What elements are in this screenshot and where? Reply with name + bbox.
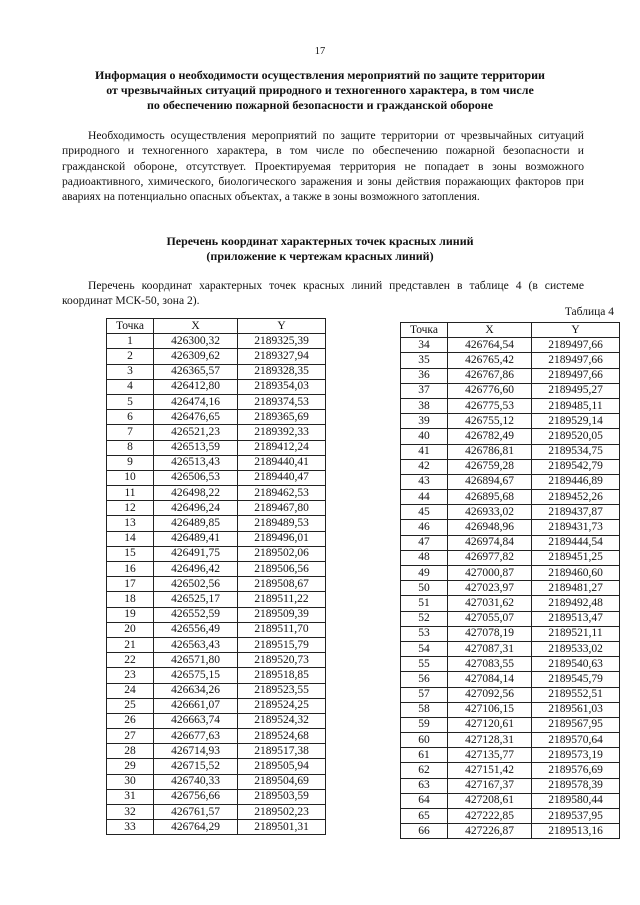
y-cell: 2189517,38	[238, 744, 326, 759]
heading-line-3: по обеспечению пожарной безопасности и гражданской обороне	[146, 98, 494, 112]
heading-line-2: от чрезвычайных ситуаций природного и техногенного характера, в том числе	[106, 83, 534, 97]
x-cell: 427128,31	[448, 733, 532, 748]
x-cell: 426491,75	[154, 546, 238, 561]
point-cell: 31	[107, 789, 154, 804]
coordinates-heading	[40, 234, 600, 264]
x-cell: 426764,29	[154, 820, 238, 835]
header-point: Точка	[107, 319, 154, 334]
point-cell: 60	[401, 733, 448, 748]
x-cell: 427151,42	[448, 763, 532, 778]
point-cell: 32	[107, 805, 154, 820]
x-cell: 426661,07	[154, 698, 238, 713]
point-cell: 15	[107, 546, 154, 561]
table-row	[107, 683, 326, 698]
y-cell: 2189520,73	[238, 653, 326, 668]
y-cell: 2189327,94	[238, 349, 326, 364]
table-row	[107, 349, 326, 364]
table-row	[107, 577, 326, 592]
table-row	[107, 713, 326, 728]
point-cell: 26	[107, 713, 154, 728]
y-cell: 2189573,19	[532, 748, 620, 763]
table-row	[107, 653, 326, 668]
table-row	[107, 379, 326, 394]
point-cell: 22	[107, 653, 154, 668]
section-heading	[40, 68, 600, 113]
y-cell: 2189505,94	[238, 759, 326, 774]
point-cell: 33	[107, 820, 154, 835]
point-cell: 17	[107, 577, 154, 592]
table-row	[107, 744, 326, 759]
coordinates-heading-line-2: (приложение к чертежам красных линий)	[206, 249, 434, 263]
x-cell: 427031,62	[448, 596, 532, 611]
point-cell: 23	[107, 668, 154, 683]
table-row	[107, 440, 326, 455]
table-row	[107, 698, 326, 713]
table-header-row	[401, 323, 620, 338]
table-row	[401, 626, 620, 641]
table-row	[107, 562, 326, 577]
point-cell: 45	[401, 505, 448, 520]
y-cell: 2189497,66	[532, 353, 620, 368]
x-cell: 426556,49	[154, 622, 238, 637]
table-row	[107, 820, 326, 835]
point-cell: 38	[401, 398, 448, 413]
x-cell: 426502,56	[154, 577, 238, 592]
x-cell: 426775,53	[448, 398, 532, 413]
y-cell: 2189513,16	[532, 824, 620, 839]
table-row	[401, 429, 620, 444]
point-cell: 5	[107, 394, 154, 409]
point-cell: 39	[401, 414, 448, 429]
y-cell: 2189545,79	[532, 672, 620, 687]
table-row	[401, 383, 620, 398]
x-cell: 426759,28	[448, 459, 532, 474]
x-cell: 426513,59	[154, 440, 238, 455]
x-cell: 426634,26	[154, 683, 238, 698]
point-cell: 6	[107, 410, 154, 425]
table-row	[107, 410, 326, 425]
y-cell: 2189513,47	[532, 611, 620, 626]
x-cell: 426498,22	[154, 486, 238, 501]
x-cell: 426948,96	[448, 520, 532, 535]
point-cell: 65	[401, 809, 448, 824]
table-row	[401, 444, 620, 459]
y-cell: 2189520,05	[532, 429, 620, 444]
x-cell: 426764,54	[448, 338, 532, 353]
y-cell: 2189495,27	[532, 383, 620, 398]
x-cell: 426786,81	[448, 444, 532, 459]
x-cell: 426489,85	[154, 516, 238, 531]
point-cell: 47	[401, 535, 448, 550]
y-cell: 2189412,24	[238, 440, 326, 455]
table-row	[401, 824, 620, 839]
y-cell: 2189451,25	[532, 550, 620, 565]
y-cell: 2189503,59	[238, 789, 326, 804]
point-cell: 2	[107, 349, 154, 364]
x-cell: 426756,66	[154, 789, 238, 804]
table-row	[107, 637, 326, 652]
y-cell: 2189515,79	[238, 637, 326, 652]
point-cell: 30	[107, 774, 154, 789]
x-cell: 427208,61	[448, 793, 532, 808]
x-cell: 426309,62	[154, 349, 238, 364]
point-cell: 35	[401, 353, 448, 368]
y-cell: 2189540,63	[532, 657, 620, 672]
x-cell: 426740,33	[154, 774, 238, 789]
y-cell: 2189502,23	[238, 805, 326, 820]
x-cell: 426715,52	[154, 759, 238, 774]
table-caption: Таблица 4	[564, 306, 614, 318]
y-cell: 2189467,80	[238, 501, 326, 516]
y-cell: 2189444,54	[532, 535, 620, 550]
x-cell: 427120,61	[448, 717, 532, 732]
y-cell: 2189325,39	[238, 334, 326, 349]
y-cell: 2189437,87	[532, 505, 620, 520]
coordinates-table-left	[106, 318, 326, 835]
point-cell: 24	[107, 683, 154, 698]
header-x: X	[448, 323, 532, 338]
x-cell: 427106,15	[448, 702, 532, 717]
table-row	[107, 501, 326, 516]
point-cell: 50	[401, 581, 448, 596]
point-cell: 34	[401, 338, 448, 353]
table-row	[107, 805, 326, 820]
table-row	[401, 338, 620, 353]
y-cell: 2189511,22	[238, 592, 326, 607]
header-y: Y	[238, 319, 326, 334]
table-row	[401, 490, 620, 505]
table-row	[401, 550, 620, 565]
table-row	[107, 334, 326, 349]
x-cell: 427135,77	[448, 748, 532, 763]
x-cell: 426300,32	[154, 334, 238, 349]
table-header-row	[107, 319, 326, 334]
x-cell: 426525,17	[154, 592, 238, 607]
point-cell: 37	[401, 383, 448, 398]
table-row	[107, 364, 326, 379]
y-cell: 2189523,55	[238, 683, 326, 698]
table-row	[401, 414, 620, 429]
y-cell: 2189521,11	[532, 626, 620, 641]
y-cell: 2189489,53	[238, 516, 326, 531]
y-cell: 2189460,60	[532, 566, 620, 581]
point-cell: 12	[107, 501, 154, 516]
coordinates-heading-line-1: Перечень координат характерных точек красных линий	[166, 234, 474, 248]
y-cell: 2189497,66	[532, 338, 620, 353]
table-row	[401, 353, 620, 368]
point-cell: 18	[107, 592, 154, 607]
table-row	[107, 729, 326, 744]
point-cell: 9	[107, 455, 154, 470]
point-cell: 59	[401, 717, 448, 732]
header-y: Y	[532, 323, 620, 338]
x-cell: 426489,41	[154, 531, 238, 546]
heading-line-1: Информация о необходимости осуществления мероприятий по защите территории	[95, 68, 545, 82]
point-cell: 54	[401, 641, 448, 656]
y-cell: 2189440,41	[238, 455, 326, 470]
point-cell: 10	[107, 470, 154, 485]
point-cell: 4	[107, 379, 154, 394]
y-cell: 2189452,26	[532, 490, 620, 505]
point-cell: 56	[401, 672, 448, 687]
table-row	[107, 486, 326, 501]
point-cell: 40	[401, 429, 448, 444]
y-cell: 2189462,53	[238, 486, 326, 501]
y-cell: 2189481,27	[532, 581, 620, 596]
y-cell: 2189496,01	[238, 531, 326, 546]
x-cell: 426933,02	[448, 505, 532, 520]
table-row	[401, 717, 620, 732]
point-cell: 16	[107, 562, 154, 577]
x-cell: 427087,31	[448, 641, 532, 656]
x-cell: 426663,74	[154, 713, 238, 728]
point-cell: 27	[107, 729, 154, 744]
y-cell: 2189508,67	[238, 577, 326, 592]
table-row	[107, 789, 326, 804]
x-cell: 427083,55	[448, 657, 532, 672]
table-row	[401, 474, 620, 489]
x-cell: 426521,23	[154, 425, 238, 440]
point-cell: 36	[401, 368, 448, 383]
point-cell: 7	[107, 425, 154, 440]
x-cell: 426894,67	[448, 474, 532, 489]
y-cell: 2189374,53	[238, 394, 326, 409]
x-cell: 426563,43	[154, 637, 238, 652]
y-cell: 2189524,68	[238, 729, 326, 744]
point-cell: 1	[107, 334, 154, 349]
point-cell: 57	[401, 687, 448, 702]
y-cell: 2189537,95	[532, 809, 620, 824]
y-cell: 2189524,32	[238, 713, 326, 728]
y-cell: 2189431,73	[532, 520, 620, 535]
x-cell: 426895,68	[448, 490, 532, 505]
point-cell: 43	[401, 474, 448, 489]
table-row	[401, 398, 620, 413]
table-row	[401, 809, 620, 824]
x-cell: 426474,16	[154, 394, 238, 409]
table-row	[107, 546, 326, 561]
paragraph-coordinates: Перечень координат характерных точек красных линий представлен в таблице 4 (в системе координат МСК-50, зона 2).	[62, 279, 584, 308]
y-cell: 2189365,69	[238, 410, 326, 425]
point-cell: 46	[401, 520, 448, 535]
x-cell: 426571,80	[154, 653, 238, 668]
y-cell: 2189529,14	[532, 414, 620, 429]
table-row	[107, 607, 326, 622]
y-cell: 2189328,35	[238, 364, 326, 379]
table-row	[401, 687, 620, 702]
x-cell: 426476,65	[154, 410, 238, 425]
table-row	[401, 505, 620, 520]
table-row	[107, 425, 326, 440]
x-cell: 426767,86	[448, 368, 532, 383]
point-cell: 44	[401, 490, 448, 505]
table-row	[107, 668, 326, 683]
point-cell: 66	[401, 824, 448, 839]
table-row	[401, 702, 620, 717]
x-cell: 426677,63	[154, 729, 238, 744]
header-point: Точка	[401, 323, 448, 338]
x-cell: 426412,80	[154, 379, 238, 394]
table-row	[401, 368, 620, 383]
x-cell: 427084,14	[448, 672, 532, 687]
y-cell: 2189533,02	[532, 641, 620, 656]
y-cell: 2189524,25	[238, 698, 326, 713]
point-cell: 61	[401, 748, 448, 763]
point-cell: 58	[401, 702, 448, 717]
table-row	[401, 535, 620, 550]
point-cell: 14	[107, 531, 154, 546]
y-cell: 2189446,89	[532, 474, 620, 489]
point-cell: 64	[401, 793, 448, 808]
y-cell: 2189504,69	[238, 774, 326, 789]
point-cell: 49	[401, 566, 448, 581]
table-row	[401, 793, 620, 808]
point-cell: 11	[107, 486, 154, 501]
point-cell: 41	[401, 444, 448, 459]
x-cell: 427226,87	[448, 824, 532, 839]
table-row	[107, 774, 326, 789]
point-cell: 53	[401, 626, 448, 641]
y-cell: 2189570,64	[532, 733, 620, 748]
y-cell: 2189552,51	[532, 687, 620, 702]
y-cell: 2189492,48	[532, 596, 620, 611]
table-row	[107, 394, 326, 409]
table-row	[401, 581, 620, 596]
y-cell: 2189576,69	[532, 763, 620, 778]
x-cell: 426552,59	[154, 607, 238, 622]
y-cell: 2189561,03	[532, 702, 620, 717]
x-cell: 426974,84	[448, 535, 532, 550]
y-cell: 2189502,06	[238, 546, 326, 561]
x-cell: 426496,24	[154, 501, 238, 516]
x-cell: 426776,60	[448, 383, 532, 398]
x-cell: 426782,49	[448, 429, 532, 444]
point-cell: 20	[107, 622, 154, 637]
table-row	[401, 611, 620, 626]
table-row	[401, 459, 620, 474]
y-cell: 2189578,39	[532, 778, 620, 793]
y-cell: 2189506,56	[238, 562, 326, 577]
point-cell: 3	[107, 364, 154, 379]
table-row	[401, 733, 620, 748]
x-cell: 426977,82	[448, 550, 532, 565]
point-cell: 63	[401, 778, 448, 793]
page-number: 17	[314, 46, 326, 57]
x-cell: 427023,97	[448, 581, 532, 596]
table-row	[401, 748, 620, 763]
x-cell: 426496,42	[154, 562, 238, 577]
y-cell: 2189534,75	[532, 444, 620, 459]
y-cell: 2189511,70	[238, 622, 326, 637]
y-cell: 2189392,33	[238, 425, 326, 440]
point-cell: 48	[401, 550, 448, 565]
point-cell: 13	[107, 516, 154, 531]
y-cell: 2189580,44	[532, 793, 620, 808]
x-cell: 426513,43	[154, 455, 238, 470]
table-row	[107, 516, 326, 531]
y-cell: 2189354,03	[238, 379, 326, 394]
table-row	[401, 641, 620, 656]
paragraph-emergency: Необходимость осуществления мероприятий по защите территории от чрезвычайных ситуаций природного и техногенного характера, в том числе по обеспечению пожарной безопасности и гражданской обороне, отсутствует. Проектируемая территория не попадает в зоны возможного радиоактивного, химического, биологического заражения и зоны действия поражающих факторов при авариях на потенциально опасных объектах, а также в зоны возможного затопления.	[62, 129, 584, 204]
x-cell: 426761,57	[154, 805, 238, 820]
y-cell: 2189542,79	[532, 459, 620, 474]
point-cell: 52	[401, 611, 448, 626]
table-row	[401, 778, 620, 793]
x-cell: 426765,42	[448, 353, 532, 368]
y-cell: 2189518,85	[238, 668, 326, 683]
y-cell: 2189509,39	[238, 607, 326, 622]
x-cell: 426755,12	[448, 414, 532, 429]
point-cell: 29	[107, 759, 154, 774]
table-row	[107, 455, 326, 470]
table-row	[401, 763, 620, 778]
point-cell: 51	[401, 596, 448, 611]
x-cell: 427222,85	[448, 809, 532, 824]
y-cell: 2189567,95	[532, 717, 620, 732]
y-cell: 2189440,47	[238, 470, 326, 485]
table-row	[401, 520, 620, 535]
table-row	[401, 596, 620, 611]
y-cell: 2189485,11	[532, 398, 620, 413]
table-row	[107, 592, 326, 607]
coordinates-table-right	[400, 322, 620, 839]
x-cell: 427078,19	[448, 626, 532, 641]
table-row	[107, 470, 326, 485]
point-cell: 55	[401, 657, 448, 672]
table-row	[401, 672, 620, 687]
table-row	[401, 657, 620, 672]
x-cell: 426365,57	[154, 364, 238, 379]
table-row	[401, 566, 620, 581]
point-cell: 28	[107, 744, 154, 759]
x-cell: 427167,37	[448, 778, 532, 793]
header-x: X	[154, 319, 238, 334]
point-cell: 42	[401, 459, 448, 474]
x-cell: 427055,07	[448, 611, 532, 626]
point-cell: 62	[401, 763, 448, 778]
point-cell: 21	[107, 637, 154, 652]
point-cell: 8	[107, 440, 154, 455]
x-cell: 427000,87	[448, 566, 532, 581]
x-cell: 426714,93	[154, 744, 238, 759]
y-cell: 2189501,31	[238, 820, 326, 835]
table-row	[107, 759, 326, 774]
point-cell: 25	[107, 698, 154, 713]
x-cell: 426506,53	[154, 470, 238, 485]
x-cell: 427092,56	[448, 687, 532, 702]
point-cell: 19	[107, 607, 154, 622]
table-row	[107, 622, 326, 637]
table-row	[107, 531, 326, 546]
y-cell: 2189497,66	[532, 368, 620, 383]
x-cell: 426575,15	[154, 668, 238, 683]
